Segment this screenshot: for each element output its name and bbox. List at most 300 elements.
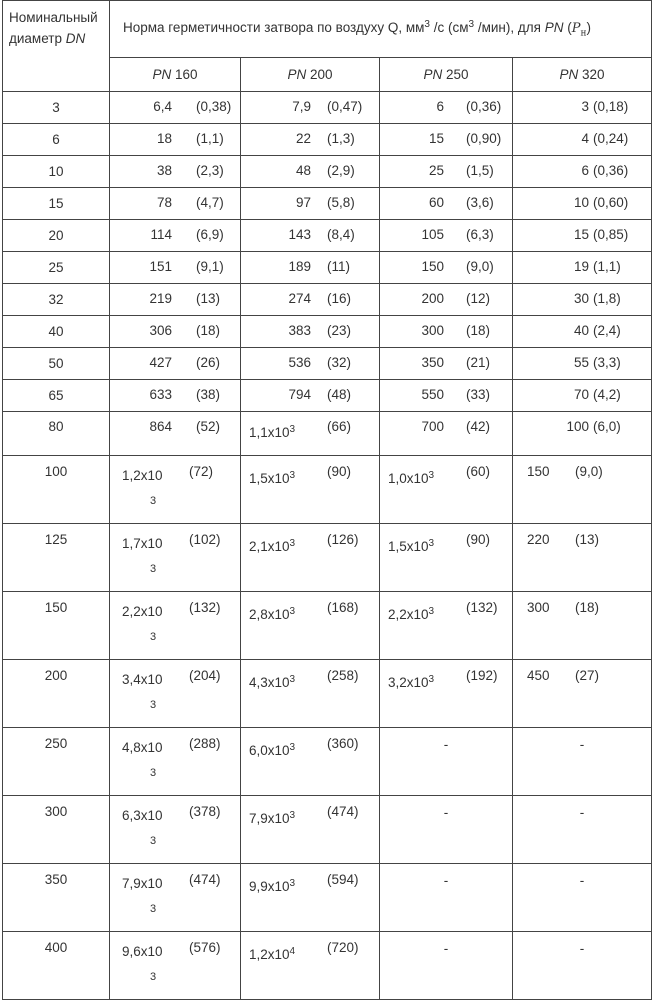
dn-cell: 200: [3, 660, 110, 728]
pn-label: PN: [559, 66, 579, 82]
q-per-min: (1,1): [593, 259, 621, 274]
value-cell: [380, 348, 513, 380]
q-per-min: (9,0): [466, 259, 494, 274]
value-cell: [513, 348, 652, 380]
q-mantissa: 6,0x10: [249, 743, 290, 758]
q-per-min: (66): [327, 419, 352, 434]
value-cell: [241, 380, 380, 412]
header-ph-sub: н: [580, 28, 587, 39]
value-cell: [513, 524, 652, 592]
value-cell: [513, 456, 652, 524]
q-mantissa: 1,5x10: [388, 539, 429, 554]
q-value: [249, 878, 295, 894]
value-cell: [241, 252, 380, 284]
q-exponent: 3: [289, 470, 296, 481]
header-nominal-diameter-label: Номинальный диаметр: [9, 10, 98, 46]
q-value: 55: [574, 355, 590, 370]
q-value: 550: [421, 387, 444, 402]
q-per-min: (6,3): [466, 227, 494, 242]
q-exponent: 3: [150, 495, 157, 507]
q-per-min: (26): [196, 355, 221, 370]
value-cell: [241, 92, 380, 124]
dn-cell: 80: [3, 412, 110, 456]
header-open-paren: (: [567, 20, 572, 36]
value-cell: [241, 220, 380, 252]
header-norm-sup1: 3: [424, 19, 430, 31]
q-exponent: 3: [150, 767, 157, 779]
q-per-min: (2,3): [196, 163, 224, 178]
q-mantissa: 7,9x10: [122, 876, 163, 891]
q-per-min: (0,85): [593, 227, 629, 242]
q-mantissa: 1,7x10: [122, 536, 163, 551]
q-value: 6: [581, 163, 590, 178]
q-value: [388, 538, 434, 554]
q-value: 700: [421, 419, 444, 434]
value-cell: [110, 220, 241, 252]
q-per-min: (132): [189, 600, 221, 615]
q-per-min: (192): [466, 668, 498, 683]
value-cell: [241, 932, 380, 1000]
q-value: 78: [156, 195, 172, 210]
q-per-min: (3,6): [466, 195, 494, 210]
value-cell: [380, 456, 513, 524]
q-per-min: (90): [327, 464, 352, 479]
value-cell: [380, 864, 513, 932]
q-per-min: (18): [466, 323, 491, 338]
q-value: 383: [288, 323, 311, 338]
q-per-min: (474): [189, 872, 221, 887]
q-mantissa: 3,4x10: [122, 672, 163, 687]
q-per-min: (168): [327, 600, 359, 615]
q-value: [122, 940, 180, 989]
table-row: [3, 92, 652, 124]
value-cell: [110, 316, 241, 348]
value-cell: [513, 156, 652, 188]
q-value: [388, 674, 434, 690]
header-close-paren: ): [586, 20, 591, 36]
value-cell: [513, 932, 652, 1000]
header-dn-label: DN: [65, 31, 86, 46]
value-cell: [380, 660, 513, 728]
value-cell: [380, 124, 513, 156]
dn-cell: 25: [3, 252, 110, 284]
q-value: [249, 606, 295, 622]
q-mantissa: 2,1x10: [249, 539, 290, 554]
empty-dash: -: [443, 737, 449, 752]
q-per-min: (42): [466, 419, 491, 434]
empty-dash: -: [443, 805, 449, 820]
empty-dash: -: [579, 941, 585, 956]
value-cell: [380, 220, 513, 252]
value-cell: [241, 660, 380, 728]
value-cell: [110, 796, 241, 864]
q-per-min: (720): [327, 940, 359, 955]
value-cell: [513, 864, 652, 932]
value-cell: [380, 932, 513, 1000]
q-value: 450: [527, 668, 550, 683]
q-per-min: (360): [327, 736, 359, 751]
value-cell: [513, 728, 652, 796]
q-exponent: 3: [289, 538, 296, 549]
dn-cell: 50: [3, 348, 110, 380]
value-cell: [110, 348, 241, 380]
dn-cell: 300: [3, 796, 110, 864]
q-per-min: (11): [327, 259, 351, 274]
q-value: 15: [574, 227, 590, 242]
value-cell: [380, 380, 513, 412]
value-cell: [110, 592, 241, 660]
q-value: [122, 668, 180, 717]
q-exponent: 3: [150, 563, 157, 575]
q-per-min: (0,36): [466, 99, 502, 114]
q-exponent: 3: [428, 606, 435, 617]
value-cell: [380, 524, 513, 592]
value-cell: [513, 188, 652, 220]
q-value: [122, 736, 180, 785]
q-value: 6,4: [153, 99, 172, 114]
q-exponent: 3: [289, 606, 296, 617]
value-cell: [241, 456, 380, 524]
q-per-min: (5,8): [327, 195, 355, 210]
q-exponent: 4: [289, 946, 296, 957]
q-value: 30: [574, 291, 590, 306]
q-mantissa: 4,8x10: [122, 740, 163, 755]
q-per-min: (4,2): [593, 387, 621, 402]
q-per-min: (2,9): [327, 163, 355, 178]
q-value: [249, 674, 295, 690]
value-cell: [513, 92, 652, 124]
q-mantissa: 1,0x10: [388, 471, 429, 486]
q-value: 350: [421, 355, 444, 370]
q-value: [249, 742, 295, 758]
dn-cell: 250: [3, 728, 110, 796]
value-cell: [110, 864, 241, 932]
q-value: 105: [421, 227, 444, 242]
value-cell: [380, 316, 513, 348]
dn-cell: 32: [3, 284, 110, 316]
q-mantissa: 3,2x10: [388, 675, 429, 690]
q-exponent: 3: [428, 674, 435, 685]
dn-cell: 10: [3, 156, 110, 188]
q-mantissa: 2,2x10: [388, 607, 429, 622]
pn-value: 200: [310, 66, 333, 82]
table-row: [3, 524, 652, 592]
q-per-min: (1,8): [593, 291, 621, 306]
q-exponent: 3: [289, 878, 296, 889]
dn-cell: 350: [3, 864, 110, 932]
q-value: [122, 872, 180, 921]
header-norm-mid: /с (см: [433, 20, 469, 36]
q-per-min: (13): [575, 532, 600, 547]
q-per-min: (38): [196, 387, 221, 402]
header-norm-text: Норма герметичности затвора по воздуху Q, мм: [123, 20, 425, 36]
table-row: [3, 188, 652, 220]
value-cell: [110, 92, 241, 124]
pn-label: PN: [287, 66, 307, 82]
q-exponent: 3: [150, 699, 157, 711]
table-row: [3, 412, 652, 456]
q-per-min: (16): [327, 291, 352, 306]
table-row: [3, 316, 652, 348]
value-cell: [110, 412, 241, 456]
q-value: 4: [581, 131, 590, 146]
q-per-min: (126): [327, 532, 359, 547]
value-cell: [513, 592, 652, 660]
table-row: [3, 660, 652, 728]
pn-header-200: [241, 57, 380, 91]
q-per-min: (32): [327, 355, 352, 370]
header-norm: [110, 1, 652, 58]
value-cell: [241, 316, 380, 348]
value-cell: [380, 188, 513, 220]
q-per-min: (0,18): [593, 99, 629, 114]
value-cell: [241, 348, 380, 380]
table-row: [3, 456, 652, 524]
q-mantissa: 1,2x10: [122, 468, 163, 483]
q-mantissa: 2,2x10: [122, 604, 163, 619]
dn-cell: 6: [3, 124, 110, 156]
dn-cell: 40: [3, 316, 110, 348]
table-row: [3, 592, 652, 660]
table-row: [3, 864, 652, 932]
value-cell: [110, 380, 241, 412]
q-exponent: 3: [150, 971, 157, 983]
q-per-min: (1,3): [327, 131, 355, 146]
value-cell: [513, 124, 652, 156]
q-mantissa: 6,3x10: [122, 808, 163, 823]
q-exponent: 3: [289, 424, 296, 435]
value-cell: [110, 524, 241, 592]
pn-header-250: [380, 57, 513, 91]
q-value: 48: [295, 163, 311, 178]
q-value: [122, 464, 180, 513]
table-row: [3, 932, 652, 1000]
value-cell: [110, 456, 241, 524]
q-value: 100: [566, 419, 590, 434]
table-row: [3, 348, 652, 380]
q-per-min: (4,7): [196, 195, 224, 210]
q-per-min: (576): [189, 940, 221, 955]
q-exponent: 3: [150, 835, 157, 847]
header-nominal-diameter: [3, 1, 110, 92]
q-value: 200: [421, 291, 444, 306]
q-value: 864: [149, 419, 172, 434]
value-cell: [513, 660, 652, 728]
q-value: [388, 470, 434, 486]
pn-label: PN: [423, 66, 443, 82]
empty-dash: -: [579, 737, 585, 752]
dn-cell: 20: [3, 220, 110, 252]
q-per-min: (18): [196, 323, 221, 338]
q-value: 219: [149, 291, 172, 306]
value-cell: [241, 524, 380, 592]
dn-cell: 125: [3, 524, 110, 592]
value-cell: [241, 124, 380, 156]
pn-label: PN: [152, 66, 172, 82]
q-value: 220: [527, 532, 550, 547]
value-cell: [380, 796, 513, 864]
q-exponent: 3: [289, 674, 296, 685]
value-cell: [380, 728, 513, 796]
value-cell: [513, 252, 652, 284]
q-per-min: (13): [196, 291, 221, 306]
q-value: [122, 804, 180, 853]
q-mantissa: 1,2x10: [249, 947, 290, 962]
q-per-min: (60): [466, 464, 491, 479]
q-value: 427: [149, 355, 172, 370]
q-value: 150: [421, 259, 444, 274]
q-per-min: (132): [466, 600, 498, 615]
q-per-min: (3,3): [593, 355, 621, 370]
q-per-min: (0,36): [593, 163, 629, 178]
q-value: 60: [428, 195, 444, 210]
q-per-min: (52): [196, 419, 221, 434]
q-exponent: 3: [289, 742, 296, 753]
dn-cell: 400: [3, 932, 110, 1000]
q-per-min: (0,24): [593, 131, 629, 146]
q-mantissa: 4,3x10: [249, 675, 290, 690]
table-row: [3, 728, 652, 796]
q-per-min: (72): [189, 464, 214, 479]
q-value: 40: [574, 323, 590, 338]
q-per-min: (288): [189, 736, 221, 751]
value-cell: [241, 592, 380, 660]
q-value: [249, 470, 295, 486]
q-value: 143: [288, 227, 311, 242]
table-row: [3, 252, 652, 284]
table-row: [3, 220, 652, 252]
empty-dash: -: [443, 941, 449, 956]
dn-cell: 15: [3, 188, 110, 220]
leak-norm-table: [2, 0, 652, 1000]
value-cell: [241, 864, 380, 932]
q-per-min: (204): [189, 668, 221, 683]
value-cell: [110, 660, 241, 728]
q-value: 536: [288, 355, 311, 370]
q-per-min: (0,60): [593, 195, 629, 210]
empty-dash: -: [443, 873, 449, 888]
q-value: 25: [428, 163, 444, 178]
value-cell: [110, 252, 241, 284]
header-pn: PN: [544, 20, 564, 36]
q-value: 19: [574, 259, 590, 274]
value-cell: [241, 728, 380, 796]
value-cell: [110, 932, 241, 1000]
value-cell: [513, 220, 652, 252]
value-cell: [513, 316, 652, 348]
dn-cell: 100: [3, 456, 110, 524]
q-value: 151: [149, 259, 172, 274]
q-mantissa: 1,1x10: [249, 425, 290, 440]
header-norm-sup2: 3: [468, 19, 475, 31]
value-cell: [241, 188, 380, 220]
q-per-min: (378): [189, 804, 221, 819]
value-cell: [380, 412, 513, 456]
value-cell: [513, 284, 652, 316]
q-exponent: 3: [289, 810, 296, 821]
q-value: 7,9: [292, 99, 311, 114]
q-per-min: (6,9): [196, 227, 224, 242]
value-cell: [380, 156, 513, 188]
value-cell: [513, 412, 652, 456]
q-per-min: (90): [466, 532, 491, 547]
q-mantissa: 9,6x10: [122, 944, 163, 959]
value-cell: [241, 412, 380, 456]
pn-value: 160: [175, 66, 198, 82]
value-cell: [110, 284, 241, 316]
value-cell: [380, 592, 513, 660]
value-cell: [110, 124, 241, 156]
q-per-min: (27): [575, 668, 600, 683]
value-cell: [380, 284, 513, 316]
q-value: 150: [527, 464, 550, 479]
q-value: 794: [288, 387, 311, 402]
table-row: [3, 156, 652, 188]
q-per-min: (0,38): [196, 99, 232, 114]
value-cell: [380, 92, 513, 124]
q-per-min: (0,90): [466, 131, 502, 146]
q-value: 22: [295, 131, 311, 146]
table-row: [3, 796, 652, 864]
value-cell: [241, 796, 380, 864]
pn-header-160: [110, 57, 241, 91]
header-norm-tail: /мин), для: [477, 20, 541, 36]
q-value: 10: [574, 195, 590, 210]
q-per-min: (18): [575, 600, 600, 615]
q-per-min: (1,5): [466, 163, 494, 178]
pn-value: 320: [582, 66, 605, 82]
q-per-min: (33): [466, 387, 491, 402]
dn-cell: 3: [3, 92, 110, 124]
q-per-min: (0,47): [327, 99, 363, 114]
pn-header-320: [513, 57, 652, 91]
q-exponent: 3: [150, 903, 157, 915]
value-cell: [380, 252, 513, 284]
q-per-min: (48): [327, 387, 352, 402]
value-cell: [110, 156, 241, 188]
q-value: [122, 532, 180, 581]
table-row: [3, 380, 652, 412]
table-row: [3, 124, 652, 156]
value-cell: [110, 728, 241, 796]
empty-dash: -: [579, 805, 585, 820]
q-exponent: 3: [428, 538, 435, 549]
q-per-min: (21): [466, 355, 491, 370]
q-value: 300: [421, 323, 444, 338]
q-mantissa: 7,9x10: [249, 811, 290, 826]
header-ph: [571, 21, 587, 39]
q-value: 18: [156, 131, 172, 146]
q-mantissa: 9,9x10: [249, 879, 290, 894]
q-value: 274: [288, 291, 311, 306]
q-value: 633: [149, 387, 172, 402]
q-value: [249, 946, 295, 962]
value-cell: [241, 284, 380, 316]
q-value: 70: [574, 387, 590, 402]
q-per-min: (23): [327, 323, 352, 338]
q-per-min: (1,1): [196, 131, 224, 146]
q-per-min: (12): [466, 291, 491, 306]
q-per-min: (102): [189, 532, 221, 547]
q-value: 300: [527, 600, 550, 615]
q-mantissa: 1,5x10: [249, 471, 290, 486]
value-cell: [513, 796, 652, 864]
q-per-min: (594): [327, 872, 359, 887]
q-exponent: 3: [150, 631, 157, 643]
dn-cell: 150: [3, 592, 110, 660]
q-per-min: (474): [327, 804, 359, 819]
q-value: 114: [150, 227, 172, 242]
